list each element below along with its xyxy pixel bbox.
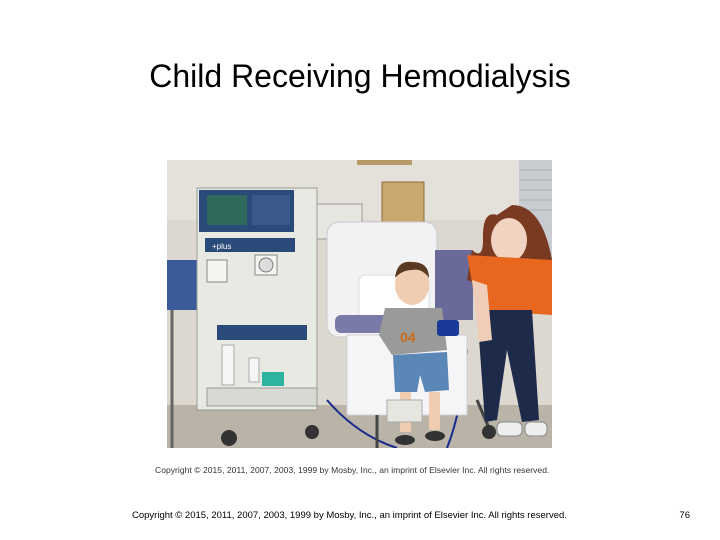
svg-text:04: 04 (400, 329, 416, 345)
hemodialysis-photo (167, 160, 552, 448)
svg-text:+plus: +plus (212, 242, 232, 251)
footer-copyright: Copyright © 2015, 2011, 2007, 2003, 1999 by Mosby, Inc., an imprint of Elsevier Inc. All rights reserved. (132, 510, 567, 521)
slide-footer (0, 510, 720, 524)
image-credit: Copyright © 2015, 2011, 2007, 2003, 1999 by Mosby, Inc., an imprint of Elsevier Inc. All rights reserved. (155, 465, 550, 475)
photo-illustration (167, 160, 552, 448)
slide-title: Child Receiving Hemodialysis (149, 58, 571, 94)
page-number: 76 (679, 510, 690, 521)
